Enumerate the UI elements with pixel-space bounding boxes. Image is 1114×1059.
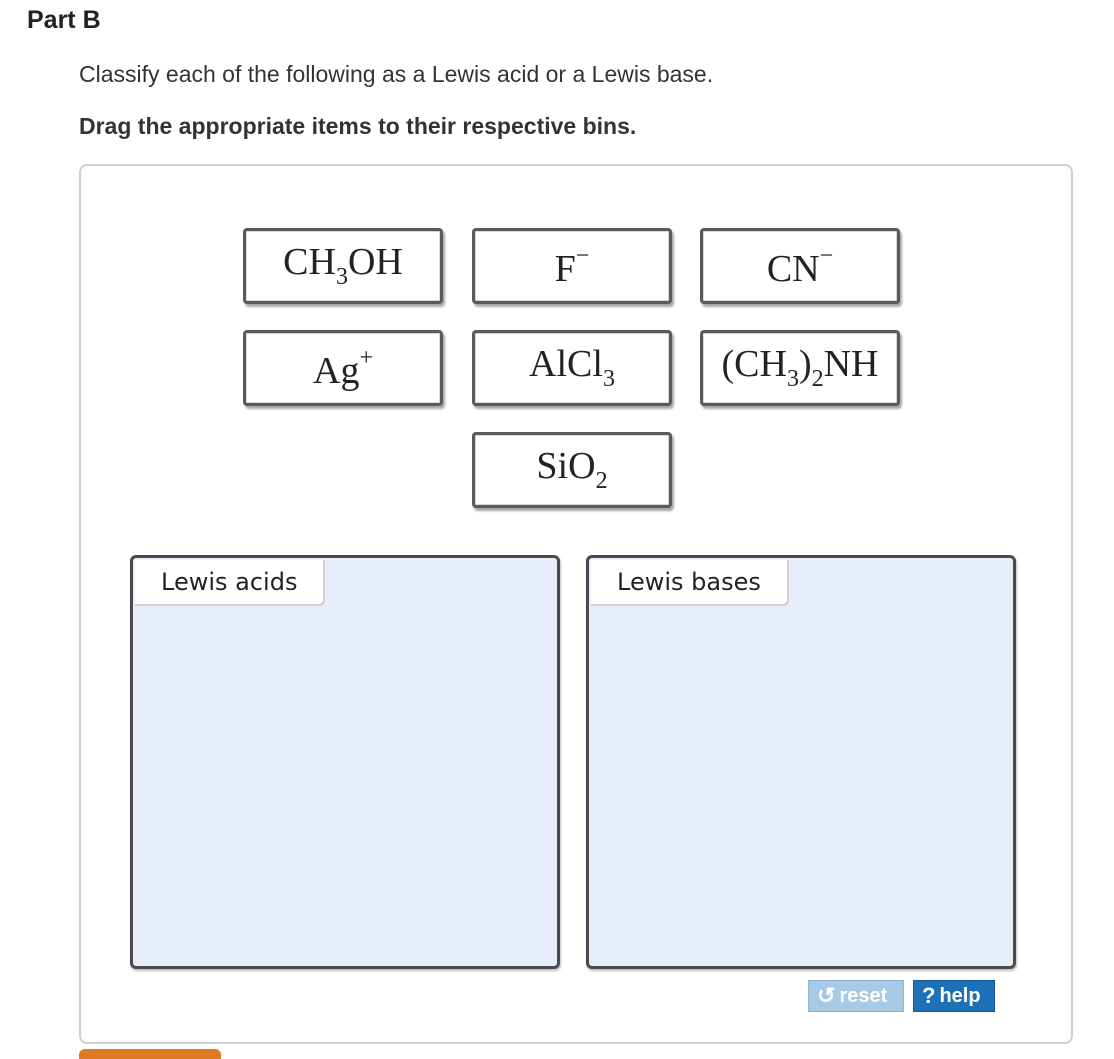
drag-item-dimethylamine[interactable] (700, 330, 900, 406)
bin-lewis-bases[interactable] (586, 555, 1016, 969)
drag-item-cyanide[interactable] (700, 228, 900, 304)
formula-dimethylamine: $(CH_3)_2NH$ (721, 343, 879, 392)
submit-button-edge[interactable] (79, 1049, 221, 1059)
undo-icon: ↺ (817, 983, 836, 1008)
help-button[interactable] (913, 980, 995, 1012)
drag-item-fluoride[interactable] (472, 228, 672, 304)
bin-lewis-acids[interactable] (130, 555, 560, 969)
part-title: Part B (27, 6, 101, 34)
formula-aluminum-chloride: AlCl$_3$ (529, 343, 615, 392)
drag-drop-workspace (79, 164, 1073, 1044)
drag-item-silver-ion[interactable] (243, 330, 443, 406)
drag-item-silicon-dioxide[interactable] (472, 432, 672, 508)
drag-item-aluminum-chloride[interactable] (472, 330, 672, 406)
bin-label-lewis-bases: Lewis bases (591, 560, 789, 606)
reset-button[interactable] (808, 980, 904, 1012)
bin-label-lewis-acids: Lewis acids (135, 560, 325, 606)
formula-methanol: $CH_3OH$ (283, 241, 403, 290)
drag-item-methanol[interactable] (243, 228, 443, 304)
formula-fluoride: F− (554, 243, 590, 290)
question-icon: ? (922, 983, 936, 1008)
help-label: help (939, 984, 981, 1007)
formula-cyanide: CN− (766, 243, 834, 290)
question-directive: Drag the appropriate items to their respective bins. (79, 113, 637, 139)
reset-label: reset (839, 984, 888, 1007)
formula-silicon-dioxide: SiO$_2$ (536, 445, 608, 494)
formula-silver-ion: Ag+ (313, 345, 373, 392)
question-instruction: Classify each of the following as a Lewis acid or a Lewis base. (79, 61, 714, 87)
